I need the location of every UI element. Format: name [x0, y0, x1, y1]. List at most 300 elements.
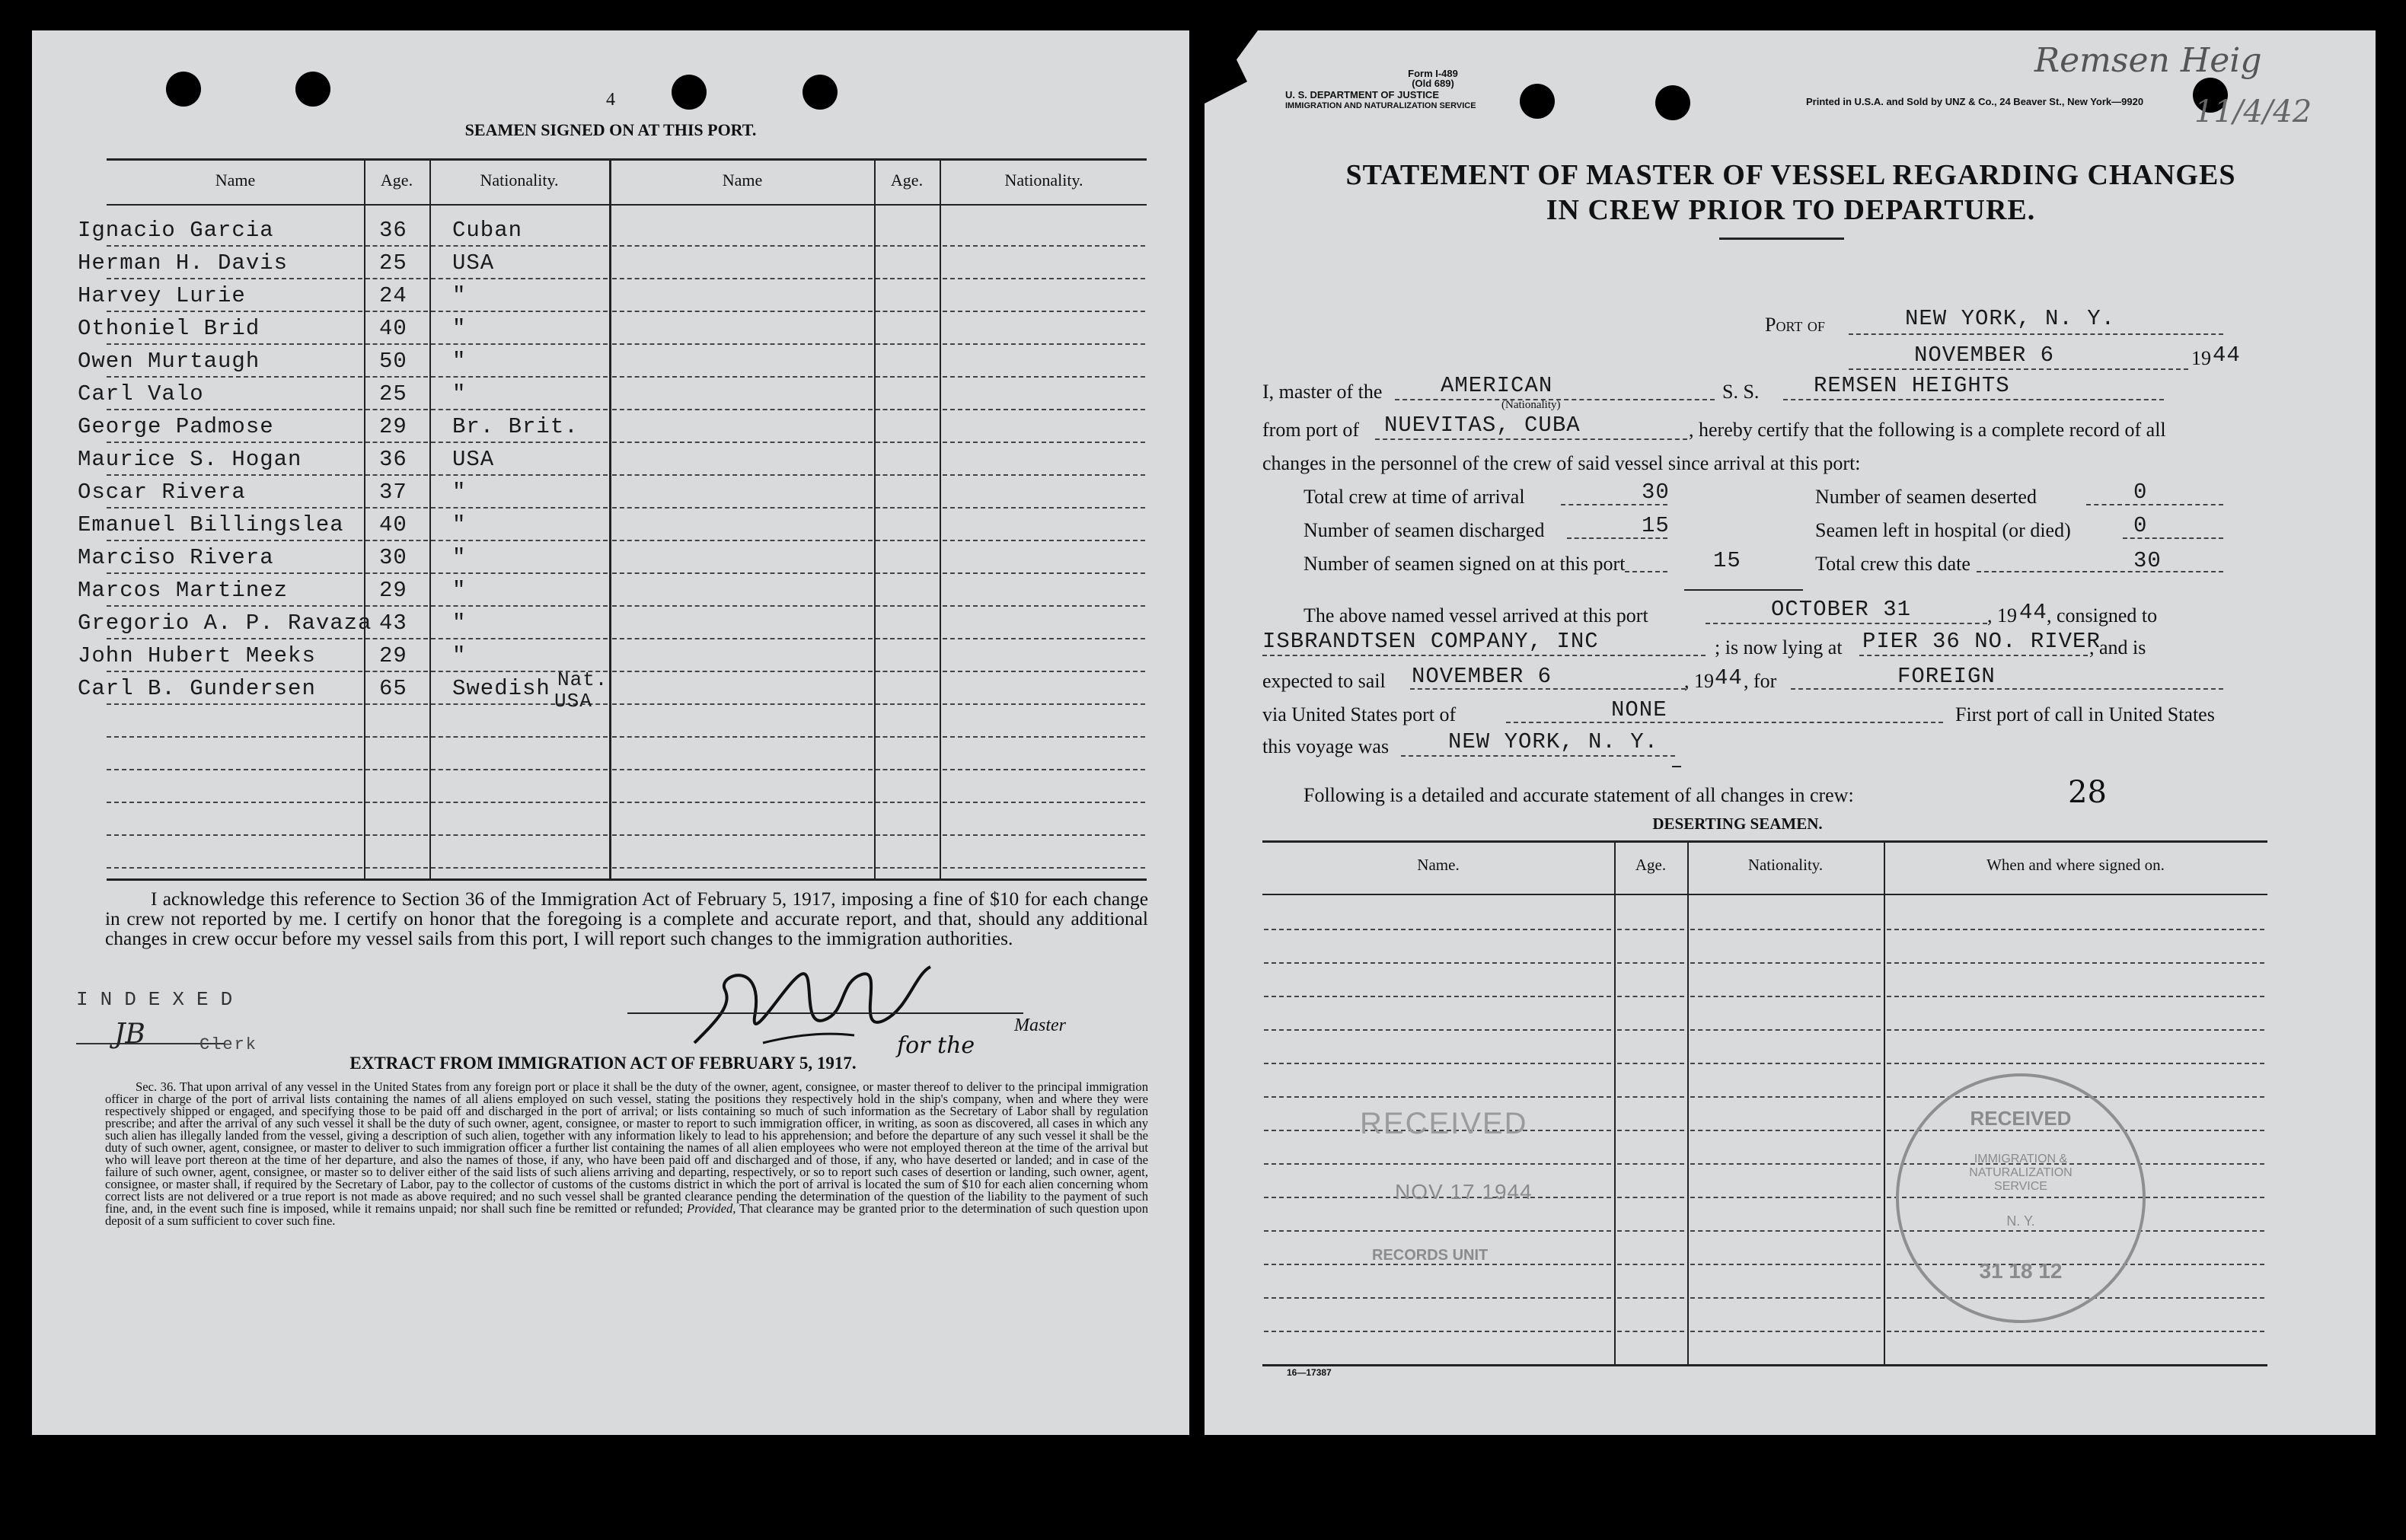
seaman-nationality: Swedish — [452, 676, 550, 701]
row-line — [107, 376, 362, 378]
sail-year-prefix: , 19 — [1684, 670, 1714, 692]
acknowledgement-text: I acknowledge this reference to Section 36 of the Immigration Act of February 5, 1917, imposing a fine of $10 for each change in crew not reported by me. I certify on honor that the foregoing is a complete and accurate report, and that, should any additional changes in crew occur before my vessel sails from this port, I will report such changes to the immigration authorities. — [105, 888, 1148, 949]
seaman-age: 29 — [379, 643, 407, 668]
row-line — [1264, 1331, 1611, 1332]
row-line — [107, 278, 362, 279]
row-line — [612, 343, 873, 345]
row-line — [431, 540, 608, 541]
seaman-age: 65 — [379, 676, 407, 701]
date-year-prefix: 19 — [2191, 347, 2211, 369]
row-line — [876, 442, 938, 443]
row-line — [107, 572, 362, 574]
row-line — [1617, 1130, 1684, 1131]
row-line — [612, 769, 873, 770]
lying-value: PIER 36 NO. RIVER — [1862, 629, 2101, 654]
signature-for: for the — [897, 1032, 975, 1059]
sail-date: NOVEMBER 6 — [1412, 664, 1552, 689]
row-line — [1617, 1264, 1684, 1265]
header-age: Age. — [1635, 856, 1667, 874]
row-line — [612, 802, 873, 803]
form-old-text: (Old 689) — [1412, 78, 1454, 89]
row-line — [365, 311, 428, 312]
header-age: Age. — [890, 171, 924, 190]
seaman-nationality: " — [452, 643, 467, 668]
row-line — [365, 474, 428, 476]
port-line — [1849, 333, 2223, 335]
lying-line — [1859, 655, 2088, 656]
row-line — [943, 638, 1145, 639]
clerk-label: Clerk — [199, 1035, 258, 1054]
row-line — [943, 802, 1145, 803]
row-line — [1887, 962, 2264, 964]
seaman-nationality: USA — [452, 250, 495, 276]
voyage-value: NEW YORK, N. Y. — [1448, 729, 1659, 754]
seaman-name: George Padmose — [78, 414, 274, 439]
row-line — [431, 245, 608, 247]
deserting-bottom-rule — [1262, 1364, 2267, 1366]
row-line — [365, 867, 428, 869]
seaman-age: 24 — [379, 283, 407, 308]
header-nationality: Nationality. — [480, 171, 559, 190]
row-line — [1617, 1230, 1684, 1232]
row-line — [943, 343, 1145, 345]
row-line — [107, 343, 362, 345]
punch-hole — [1655, 85, 1690, 120]
row-line — [1690, 1230, 1881, 1232]
row-line — [107, 507, 362, 509]
row-line — [1887, 996, 2264, 997]
row-line — [943, 278, 1145, 279]
via-line — [1506, 722, 1943, 723]
row-line — [612, 867, 873, 869]
row-line — [365, 376, 428, 378]
signed-on: 15 — [1713, 548, 1741, 573]
seaman-age: 25 — [379, 381, 407, 407]
round-received-stamp — [1896, 1073, 2146, 1323]
row-line — [943, 311, 1145, 312]
left-page — [32, 30, 1189, 1435]
port-label: Port of — [1765, 314, 1825, 336]
row-line — [431, 736, 608, 738]
section-title: SEAMEN SIGNED ON AT THIS PORT. — [464, 120, 757, 139]
row-line — [1690, 996, 1881, 997]
seaman-nationality: " — [452, 349, 467, 374]
hospital-label: Seamen left in hospital (or died) — [1815, 519, 2071, 541]
row-line — [943, 442, 1145, 443]
consignee: ISBRANDTSEN COMPANY, INC — [1262, 629, 1599, 654]
row-line — [943, 834, 1145, 836]
row-line — [107, 802, 362, 803]
table-header-rule — [107, 204, 1147, 206]
extract-sec: Sec. 36. — [136, 1079, 177, 1094]
port-value: NEW YORK, N. Y. — [1905, 306, 2116, 331]
seaman-nationality: USA — [452, 447, 495, 472]
row-line — [431, 605, 608, 607]
row-line — [612, 311, 873, 312]
column-divider — [874, 158, 876, 880]
seaman-name: Herman H. Davis — [78, 250, 289, 276]
extract-title: EXTRACT FROM IMMIGRATION ACT OF FEBRUARY 5, 1917. — [349, 1054, 857, 1073]
row-line — [876, 409, 938, 410]
seaman-age: 29 — [379, 578, 407, 603]
row-line — [943, 409, 1145, 410]
seaman-nationality: " — [452, 480, 467, 505]
row-line — [612, 245, 873, 247]
seaman-age: 25 — [379, 250, 407, 276]
row-line — [1264, 1029, 1611, 1031]
row-line — [876, 867, 938, 869]
ss-label: S. S. — [1722, 381, 1760, 403]
row-line — [876, 474, 938, 476]
nat-note: Nat. — [557, 668, 608, 691]
header-nationality: Nationality. — [1004, 171, 1083, 190]
page-number: 4 — [606, 90, 615, 110]
row-line — [876, 638, 938, 639]
row-line — [431, 474, 608, 476]
seaman-age: 40 — [379, 316, 407, 341]
row-line — [107, 638, 362, 639]
column-divider — [1687, 840, 1689, 1366]
seaman-age: 36 — [379, 447, 407, 472]
row-line — [107, 769, 362, 770]
row-line — [943, 245, 1145, 247]
voyage-label: this voyage was — [1262, 735, 1390, 757]
vessel-name: REMSEN HEIGHTS — [1814, 373, 2010, 398]
row-line — [876, 572, 938, 574]
row-line — [943, 769, 1145, 770]
signed-on-label: Number of seamen signed on at this port — [1304, 553, 1626, 575]
seaman-nationality: " — [452, 545, 467, 570]
row-line — [612, 540, 873, 541]
row-line — [1264, 962, 1611, 964]
from-port-value: NUEVITAS, CUBA — [1384, 413, 1581, 438]
row-line — [431, 638, 608, 639]
column-divider — [609, 158, 611, 880]
seaman-name: Maurice S. Hogan — [78, 447, 302, 472]
header-when-where: When and where signed on. — [1986, 856, 2165, 874]
from-port-label: from port of — [1262, 419, 1360, 441]
footer-code: 16—17387 — [1287, 1367, 1332, 1378]
row-line — [365, 343, 428, 345]
department-block — [1285, 90, 1529, 111]
nationality-value: AMERICAN — [1441, 373, 1553, 398]
row-line — [107, 736, 362, 738]
extract-body: That upon arrival of any vessel in the United States from any foreign port or place it shall be the duty of the owner, agent, consignee, or master thereof to deliver to the principal immigration officer in charge of the port of arrival lists containing the names of all aliens employed on such vessel, stating the positions they respectively hold in the ship's company, when and where they were respectively shipped or engaged, and specifying those to be paid off and discharged in the port of arrival; or lists containing so much of such information as the Secretary of Labor shall by regulation prescribe; and after the arrival of any such vessel it shall be the duty of such owner, agent, consignee, or master to report to such immigration officer, in writing, as soon as discovered, all cases in which any such alien has illegally landed from the vessel, giving a description of such alien, together with any information likely to lead to his apprehension; and before the departure of any such vessel it shall be the duty of such owner, agent, consignee, or master to deliver to such immigration officer a further list containing the names of all alien employees who were not employed thereon at the time of the arrival but who will leave port thereon at the time of her departure, and also the names of those, if any, who have been paid off and discharged and of those, if any, who have deserted or landed; and in case of the failure of such owner, agent, consignee, or master so to deliver either of the said lists of such aliens arriving and departing, respectively, or so to report such cases of desertion or landing, such owner, agent, consignee, or master shall, if required by the Secretary of Labor, pay to the collector of customs of the customs district in which the port of arrival is located the sum of $10 for each alien concerning whom correct lists are not delivered or a true report is not made as above required; and no such vessel shall be granted clearance pending the determination of the question of the liability to the payment of such fine, and, in the event such fine is imposed, while it remains unpaid; nor shall such fine be remitted or refunded; — [105, 1079, 1149, 1216]
row-line — [1690, 1029, 1881, 1031]
row-line — [1690, 1163, 1881, 1165]
row-line — [431, 769, 608, 770]
row-line — [365, 572, 428, 574]
nat-note: USA — [554, 690, 592, 713]
service: IMMIGRATION AND NATURALIZATION SERVICE — [1285, 101, 1476, 110]
row-line — [943, 867, 1145, 869]
seaman-age: 43 — [379, 611, 407, 636]
extract-provided: Provided, — [687, 1201, 736, 1216]
row-line — [943, 376, 1145, 378]
row-line — [365, 409, 428, 410]
count-rule — [1684, 589, 1803, 591]
form-number — [1364, 69, 1501, 88]
expected-label: expected to sail — [1262, 670, 1386, 692]
row-line — [107, 409, 362, 410]
seaman-nationality: " — [452, 578, 467, 603]
row-line — [107, 703, 362, 705]
round-stamp-date: 31 18 12 — [1979, 1259, 2063, 1283]
row-line — [612, 671, 873, 672]
clerk-initials: JB — [114, 1019, 145, 1050]
seaman-nationality: Br. Brit. — [452, 414, 579, 439]
row-line — [107, 834, 362, 836]
deserted-line — [2086, 504, 2223, 505]
row-line — [431, 376, 608, 378]
row-line — [107, 867, 362, 869]
seaman-name: Carl B. Gundersen — [78, 676, 316, 701]
destination-line — [1791, 688, 2223, 690]
row-line — [365, 278, 428, 279]
master-label: Master — [1014, 1016, 1066, 1035]
hospital: 0 — [2133, 513, 2148, 538]
via-value: NONE — [1611, 697, 1667, 722]
row-line — [365, 769, 428, 770]
first-port-label: First port of call in United States — [1955, 703, 2215, 725]
changes-text: changes in the personnel of the crew of said vessel since arrival at this port: — [1262, 452, 1861, 474]
header-name: Name — [722, 171, 763, 190]
arrived-year-prefix: , 19 — [1987, 604, 2017, 627]
row-line — [943, 572, 1145, 574]
row-line — [876, 507, 938, 509]
consigned-label: , consigned to — [2047, 604, 2158, 627]
arrived-year: 44 — [2019, 600, 2047, 625]
total-crew-date: 30 — [2133, 548, 2162, 573]
row-line — [1690, 929, 1881, 930]
row-line — [876, 736, 938, 738]
row-line — [876, 834, 938, 836]
from-port-line — [1375, 438, 1687, 440]
deserted: 0 — [2133, 480, 2148, 505]
row-line — [1617, 1096, 1684, 1098]
row-line — [107, 605, 362, 607]
row-line — [365, 540, 428, 541]
row-line — [1264, 1096, 1611, 1098]
seaman-nationality: Cuban — [452, 218, 523, 243]
deserting-title: DESERTING SEAMEN. — [1652, 815, 1823, 833]
row-line — [1887, 1331, 2264, 1332]
row-line — [612, 736, 873, 738]
handwritten-note: Remsen Heig — [2034, 41, 2262, 80]
row-line — [431, 834, 608, 836]
column-divider — [1884, 840, 1885, 1366]
discharged: 15 — [1642, 513, 1670, 538]
seaman-nationality: " — [452, 512, 467, 537]
nationality-label: (Nationality) — [1501, 399, 1561, 411]
printer-line: Printed in U.S.A. and Sold by UNZ & Co., 24 Beaver St., New York—9920 — [1806, 96, 2144, 107]
total-crew-arrival: 30 — [1642, 480, 1670, 505]
row-line — [107, 474, 362, 476]
consignee-line — [1262, 655, 1706, 656]
table-top-rule — [107, 158, 1147, 161]
row-line — [612, 572, 873, 574]
row-line — [1264, 929, 1611, 930]
row-line — [431, 442, 608, 443]
row-line — [612, 605, 873, 607]
column-divider — [364, 158, 365, 880]
row-line — [431, 311, 608, 312]
signed-on-line — [1625, 571, 1667, 572]
row-line — [365, 507, 428, 509]
title-rule — [1719, 238, 1844, 240]
row-line — [943, 540, 1145, 541]
row-line — [612, 376, 873, 378]
extract-text — [105, 1081, 1148, 1227]
row-line — [943, 671, 1145, 672]
row-line — [1887, 1063, 2264, 1064]
row-line — [876, 769, 938, 770]
row-line — [876, 671, 938, 672]
total-crew-date-label: Total crew this date — [1815, 553, 1970, 575]
right-page — [1205, 30, 2376, 1435]
row-line — [876, 343, 938, 345]
row-line — [431, 343, 608, 345]
seaman-age: 36 — [379, 218, 407, 243]
row-line — [365, 442, 428, 443]
row-line — [365, 834, 428, 836]
row-line — [612, 278, 873, 279]
punch-hole — [166, 72, 201, 107]
row-line — [1887, 1029, 2264, 1031]
row-line — [612, 474, 873, 476]
lying-label: ; is now lying at — [1715, 636, 1843, 658]
row-line — [431, 278, 608, 279]
title-line-2: IN CREW PRIOR TO DEPARTURE. — [1546, 194, 2036, 226]
round-stamp-mid: IMMIGRATION & NATURALIZATION SERVICE — [1969, 1153, 2073, 1193]
row-line — [1617, 1197, 1684, 1198]
row-line — [612, 703, 873, 705]
row-line — [1690, 1197, 1881, 1198]
indexed-stamp: INDEXED — [76, 988, 245, 1011]
voyage-rule — [1672, 766, 1681, 767]
row-line — [612, 834, 873, 836]
row-line — [1617, 929, 1684, 930]
row-line — [107, 442, 362, 443]
row-line — [1690, 1297, 1881, 1299]
torn-corner — [1205, 30, 1258, 104]
destination: FOREIGN — [1897, 664, 1996, 689]
row-line — [1690, 962, 1881, 964]
row-line — [876, 376, 938, 378]
row-line — [1617, 996, 1684, 997]
row-line — [365, 703, 428, 705]
discharged-label: Number of seamen discharged — [1304, 519, 1545, 541]
seaman-name: Owen Murtaugh — [78, 349, 260, 374]
row-line — [1690, 1130, 1881, 1131]
header-nationality: Nationality. — [1747, 856, 1824, 874]
department: U. S. DEPARTMENT OF JUSTICE — [1285, 89, 1439, 100]
table-bottom-rule — [107, 878, 1147, 881]
row-line — [1617, 1163, 1684, 1165]
row-line — [1264, 1297, 1611, 1299]
row-line — [876, 802, 938, 803]
certify-text: , hereby certify that the following is a complete record of all — [1689, 419, 2166, 441]
row-line — [1264, 1230, 1611, 1232]
row-line — [1264, 996, 1611, 997]
master-prefix: I, master of the — [1262, 381, 1383, 403]
following-number: 28 — [2068, 775, 2107, 810]
punch-hole — [672, 75, 707, 110]
received-stamp: RECEIVED — [1360, 1107, 1528, 1140]
header-name: Name. — [1417, 856, 1460, 874]
header-age: Age. — [380, 171, 413, 190]
for-label: , for — [1744, 670, 1777, 692]
column-divider — [429, 158, 431, 880]
row-line — [1690, 1264, 1881, 1265]
deserting-top-rule — [1262, 840, 2267, 843]
arrived-label: The above named vessel arrived at this port — [1304, 604, 1648, 627]
header-name: Name — [215, 171, 256, 190]
row-line — [612, 638, 873, 639]
handwritten-number: 11/4/42 — [2194, 94, 2312, 129]
punch-hole — [803, 75, 838, 110]
row-line — [943, 703, 1145, 705]
row-line — [1617, 1331, 1684, 1332]
row-line — [612, 507, 873, 509]
row-line — [1264, 1163, 1611, 1165]
title-line-1: STATEMENT OF MASTER OF VESSEL REGARDING CHANGES — [1345, 159, 2236, 191]
seaman-name: John Hubert Meeks — [78, 643, 316, 668]
total-crew-arrival-label: Total crew at time of arrival — [1304, 486, 1525, 508]
form-number-text: Form I-489 — [1408, 68, 1458, 79]
seaman-name: Marcos Martinez — [78, 578, 289, 603]
row-line — [876, 245, 938, 247]
seaman-age: 37 — [379, 480, 407, 505]
date-value: NOVEMBER 6 — [1914, 343, 2055, 368]
records-unit-stamp: RECORDS UNIT — [1372, 1247, 1489, 1264]
row-line — [612, 409, 873, 410]
row-line — [1690, 1063, 1881, 1064]
row-line — [365, 245, 428, 247]
row-line — [1617, 962, 1684, 964]
row-line — [876, 540, 938, 541]
row-line — [876, 703, 938, 705]
seaman-name: Othoniel Brid — [78, 316, 260, 341]
seaman-nationality: " — [452, 381, 467, 407]
row-line — [107, 671, 362, 672]
row-line — [943, 474, 1145, 476]
seaman-nationality: " — [452, 611, 467, 636]
row-line — [612, 442, 873, 443]
arrived-line — [1706, 623, 1987, 624]
via-label: via United States port of — [1262, 703, 1457, 725]
arrived-date: OCTOBER 31 — [1771, 597, 1912, 622]
seaman-nationality: " — [452, 283, 467, 308]
signature-line — [627, 1012, 1023, 1014]
row-line — [365, 638, 428, 639]
row-line — [1264, 1063, 1611, 1064]
row-line — [1887, 929, 2264, 930]
seaman-name: Harvey Lurie — [78, 283, 246, 308]
seaman-name: Ignacio Garcia — [78, 218, 274, 243]
extract-tail: That clearance may be granted prior to the determination of such question upon deposit of a sum sufficient to cover such fine. — [105, 1201, 1148, 1228]
row-line — [365, 605, 428, 607]
row-line — [431, 507, 608, 509]
row-line — [431, 409, 608, 410]
row-line — [107, 311, 362, 312]
seaman-age: 29 — [379, 414, 407, 439]
row-line — [1617, 1029, 1684, 1031]
round-stamp-bottom: N. Y. — [2006, 1213, 2035, 1229]
seaman-age: 40 — [379, 512, 407, 537]
date-line — [1849, 368, 2188, 370]
deserted-label: Number of seamen deserted — [1815, 486, 2037, 508]
